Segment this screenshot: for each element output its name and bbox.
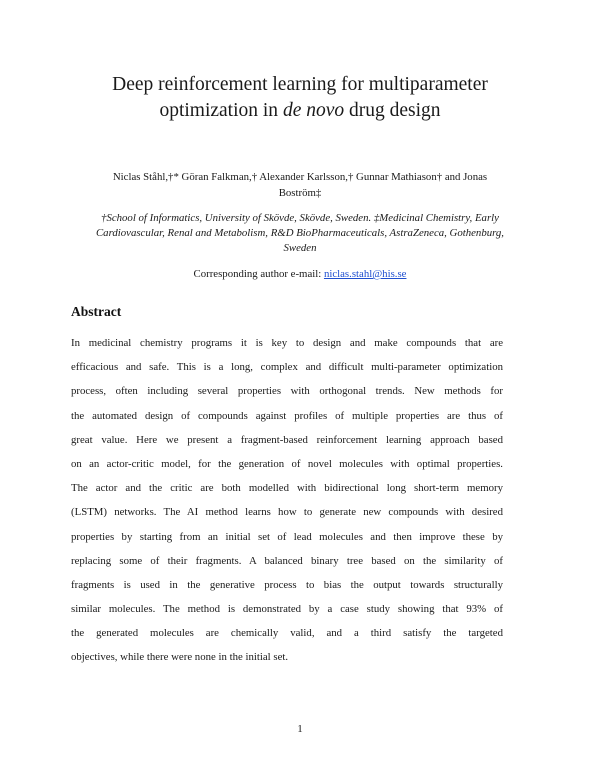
title-line-1: Deep reinforcement learning for multiparameter (112, 74, 488, 95)
abstract-line: The actor and the critic are both modelled with bidirectional long short-term memory (71, 482, 503, 495)
affiliations (70, 211, 530, 256)
affiliation-line: Sweden (283, 242, 317, 254)
title-line-2 (60, 98, 540, 124)
abstract-line: process, often including several properties with orthogonal trends. New methods for (71, 385, 503, 398)
title-line-2-start: optimization in (159, 100, 283, 121)
abstract-body (71, 333, 503, 672)
abstract-line: the generated molecules are chemically valid, and a third satisfy the targeted (71, 627, 503, 640)
corresponding-author (70, 267, 530, 282)
affiliation-line: Cardiovascular, Renal and Metabolism, R&D BioPharmaceuticals, AstraZeneca, Gothenburg, (95, 227, 505, 239)
author-line-1: Niclas Ståhl,†* Göran Falkman,† Alexander Karlsson,† Gunnar Mathiason† and Jonas (112, 171, 488, 183)
abstract-line: objectives, while there were none in the initial set. (71, 651, 289, 664)
paper-title (60, 72, 540, 124)
email-link[interactable]: niclas.stahl@his.se (323, 268, 407, 280)
abstract-line: on an actor-critic model, for the generation of novel molecules with optimal properties. (71, 457, 503, 470)
abstract-heading: Abstract (71, 304, 122, 319)
abstract-line: efficacious and safe. This is a long, complex and difficult multi-parameter optimization (71, 361, 503, 374)
abstract-line: In medicinal chemistry programs it is key to design and make compounds that are (71, 337, 503, 349)
abstract-line: the automated design of compounds against profiles of multiple properties are thus of (71, 409, 503, 422)
abstract-line: great value. Here we present a fragment-based reinforcement learning approach based (71, 433, 503, 446)
author-line-2: Boström‡ (278, 187, 322, 199)
title-italic-de-novo: de novo (282, 100, 345, 121)
page-number: 1 (297, 723, 303, 735)
title-line-2-end: drug design (344, 100, 441, 121)
corresponding-author-label: Corresponding author e-mail: (193, 268, 324, 280)
abstract-line: similar molecules. The method is demonstrated by a case study showing that 93% of (71, 603, 503, 616)
abstract-line: fragments is used in the generative process to bias the output towards structurally (71, 578, 503, 591)
affiliation-line: †School of Informatics, University of Skövde, Skövde, Sweden. ‡Medicinal Chemistry, Early (101, 212, 499, 224)
author-list (70, 169, 530, 201)
abstract-line: replacing some of their fragments. A balanced binary tree based on the similarity of (71, 554, 503, 567)
abstract-line: properties by starting from an initial set of lead molecules and then improve these by (71, 530, 503, 543)
abstract-line: (LSTM) networks. The AI method learns how to generate new compounds with desired (71, 506, 503, 519)
